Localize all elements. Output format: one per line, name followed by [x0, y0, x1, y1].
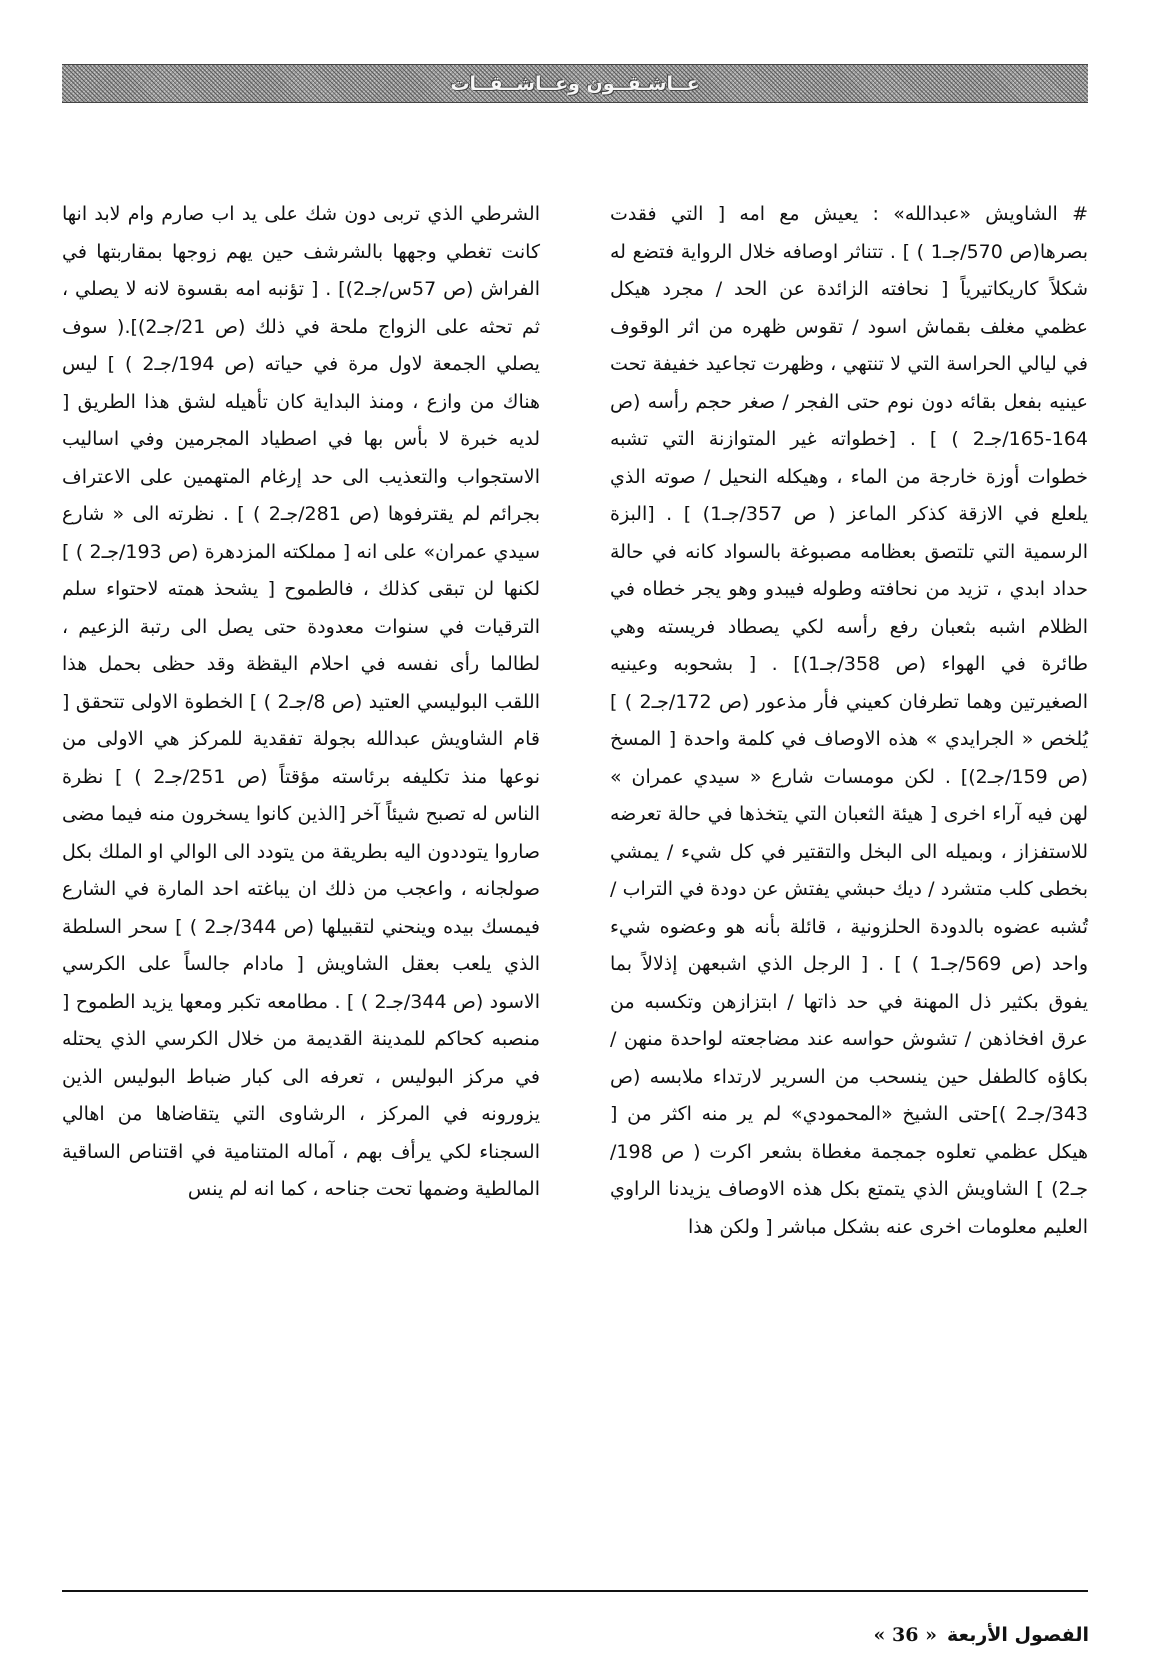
page-number: « 36 » [873, 1624, 937, 1646]
text-column-right [610, 196, 1088, 1246]
footer-divider [62, 1590, 1088, 1592]
body-paragraph: الشرطي الذي تربى دون شك على يد اب صارم وام لابد انها كانت تغطي وجهها بالشرشف حين يهم زوجها بمقاربتها في الفراش (ص 57س/جـ2)] . [ تؤنبه امه بقسوة لانه لا يصلي ، ثم تحثه على الزواج ملحة في ذلك (ص 21/جـ2)].( سوف يصلي الجمعة لاول مرة في حياته (ص 194/جـ2 ) ] ليس هناك من وازع ، ومنذ البداية كان تأهيله لشق هذا الطريق [ لديه خبرة لا بأس بها في اصطياد المجرمين وفي اساليب الاستجواب والتعذيب الى حد إرغام المتهمين على الاعتراف بجرائم لم يقترفوها (ص 281/جـ2 ) ] . نظرته الى « شارع سيدي عمران» على انه [ مملكته المزدهرة (ص 193/جـ2 ) ] لكنها لن تبقى كذلك ، فالطموح [ يشحذ همته لاحتواء سلم الترقيات في سنوات معدودة حتى يصل الى رتبة الزعيم ، لطالما رأى نفسه في احلام اليقظة وقد حظى بحمل هذا اللقب البوليسي العتيد (ص 8/جـ2 ) ] الخطوة الاولى تتحقق [ قام الشاويش عبدالله بجولة تفقدية للمركز هي الاولى من نوعها منذ تكليفه برئاسته مؤقتاً (ص 251/جـ2 ) ] نظرة الناس له تصبح شيئاً آخر [الذين كانوا يسخرون منه فيما مضى صاروا يتوددون اليه بطريقة من يتودد الى الوالي او الملك بكل صولجانه ، واعجب من ذلك ان يباغته احد المارة في الشارع فيمسك بيده وينحني لتقبيلها (ص 344/جـ2 ) ] سحر السلطة الذي يلعب بعقل الشاويش [ مادام جالساً على الكرسي الاسود (ص 344/جـ2 ) ] . مطامعه تكبر ومعها يزيد الطموح [ منصبه كحاكم للمدينة القديمة من خلال الكرسي الذي يحتله في مركز البوليس ، تعرفه الى كبار ضباط البوليس الذين يزورونه في المركز ، الرشاوى التي يتقاضاها من اهالي السجناء لكي يرأف بهم ، آماله المتنامية في اقتناص الساقية المالطية وضمها تحت جناحه ، كما انه لم ينس [62, 203, 541, 1200]
section-title: عــاشـقــون وعــاشــقــات [450, 72, 700, 95]
page-footer [874, 1624, 1090, 1646]
body-paragraph: # الشاويش «عبدالله» : يعيش مع امه [ التي فقدت بصرها(ص 570/جـ1 ) ] . تتناثر اوصافه خلال الرواية فتضع له شكلاً كاريكاتيرياً [ نحافته الزائدة عن الحد / مجرد هيكل عظمي مغلف بقماش اسود / تقوس ظهره من اثر الوقوف في ليالي الحراسة التي لا تنتهي ، وظهرت تجاعيد خفيفة تحت عينيه بفعل بقائه دون نوم حتى الفجر / صغر حجم رأسه (ص 164-165/جـ2 ) ] . [خطواته غير المتوازنة التي تشبه خطوات أوزة خارجة من الماء ، وهيكله النحيل / صوته الذي يلعلع في الازقة كذكر الماعز ( ص 357/جـ1) ] . [البزة الرسمية التي تلتصق بعظامه مصبوغة بالسواد كانه في حالة حداد ابدي ، تزيد من نحافته وطوله فيبدو وهو يجر خطاه في الظلام اشبه بثعبان رفع رأسه لكي يصطاد فريسته وهي طائرة في الهواء (ص 358/جـ1)] . [ بشحوبه وعينيه الصغيرتين وهما تطرفان كعيني فأر مذعور (ص 172/جـ2 ) ] يُلخص « الجرايدي » هذه الاوصاف في كلمة واحدة [ المسخ (ص 159/جـ2)] . لكن مومسات شارع « سيدي عمران » لهن فيه آراء اخرى [ هيئة الثعبان التي يتخذها في حالة تعرضه للاستفزاز ، وبميله الى البخل والتقتير في كل شيء / يمشي بخطى كلب متشرد / ديك حبشي يفتش عن دودة في التراب / تُشبه عضوه بالدودة الحلزونية ، قائلة بأنه هو وعضوه شيء واحد (ص 569/جـ1 ) ] . [ الرجل الذي اشبعهن إذلالاً بما يفوق بكثير ذل المهنة في حد ذاتها / ابتزازهن وتكسبه من عرق افخاذهن / تشوش حواسه عند مضاجعته لواحدة منهن / بكاؤه كالطفل حين ينسحب من السرير لارتداء ملابسه (ص 343/جـ2 )]حتى الشيخ «المحمودي» لم ير منه اكثر من [ هيكل عظمي تعلوه جمجمة مغطاة بشعر اكرت ( ص 198/جـ2) ] الشاويش الذي يتمتع بكل هذه الاوصاف يزيدنا الراوي العليم معلومات اخرى عنه بشكل مباشر [ ولكن هذا [610, 203, 1088, 1238]
text-column-left [62, 196, 540, 1209]
running-header [62, 64, 1088, 103]
magazine-name: الفصول الأربعة [946, 1624, 1089, 1646]
